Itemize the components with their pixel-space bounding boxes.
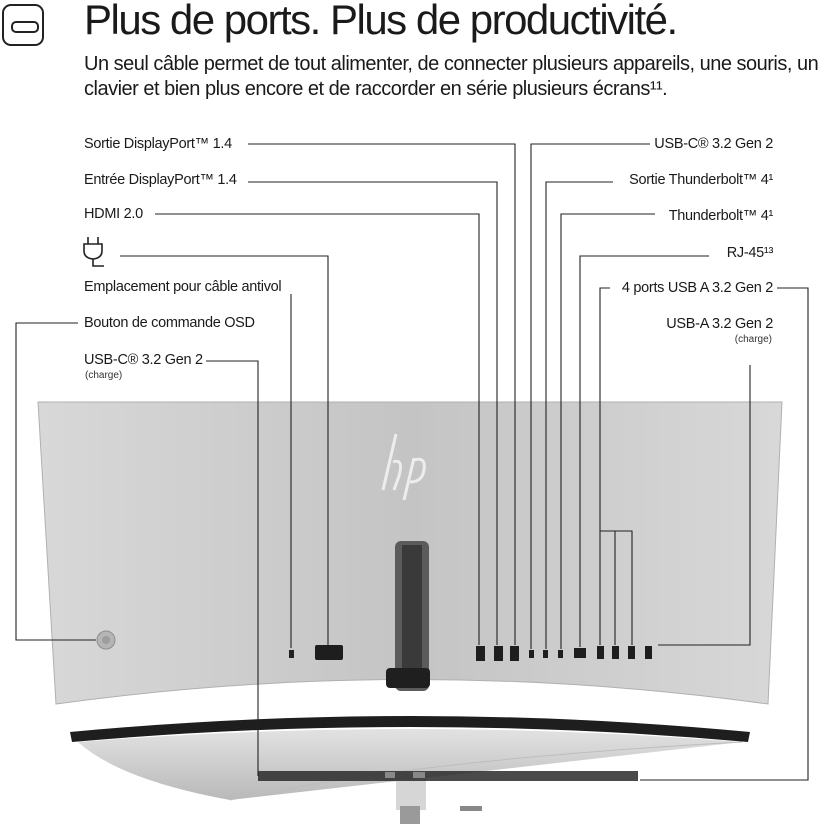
label-usbc-left-note: (charge)	[85, 370, 123, 381]
label-displayport-in: Entrée DisplayPort™ 1.4	[81, 172, 240, 188]
label-thunderbolt: Thunderbolt™ 4¹	[666, 208, 776, 224]
label-usba-charge-note: (charge)	[734, 334, 772, 345]
label-usba-charge: USB-A 3.2 Gen 2	[663, 316, 776, 332]
power-plug-icon	[84, 237, 104, 266]
subheadline: Un seul câble permet de tout alimenter, de connecter plusieurs appareils, une souris, un clavier et bien plus encore et de raccorder en série plusieurs écrans¹¹.	[84, 53, 819, 100]
label-hdmi: HDMI 2.0	[81, 206, 146, 222]
stand-cable-clip	[386, 668, 430, 688]
label-displayport-out: Sortie DisplayPort™ 1.4	[81, 136, 235, 152]
label-usba-ports: 4 ports USB A 3.2 Gen 2	[619, 280, 776, 296]
label-thunderbolt-out: Sortie Thunderbolt™ 4¹	[626, 172, 776, 188]
label-usbc-right: USB-C® 3.2 Gen 2	[651, 136, 776, 152]
label-lock-slot: Emplacement pour câble antivol	[81, 279, 284, 295]
label-osd-button: Bouton de commande OSD	[81, 315, 258, 331]
lock-slot	[289, 650, 294, 658]
label-rj45: RJ-45¹³	[724, 245, 776, 261]
label-usbc-left: USB-C® 3.2 Gen 2	[81, 352, 206, 368]
headline: Plus de ports. Plus de productivité.	[84, 0, 677, 43]
power-connector	[315, 645, 343, 660]
